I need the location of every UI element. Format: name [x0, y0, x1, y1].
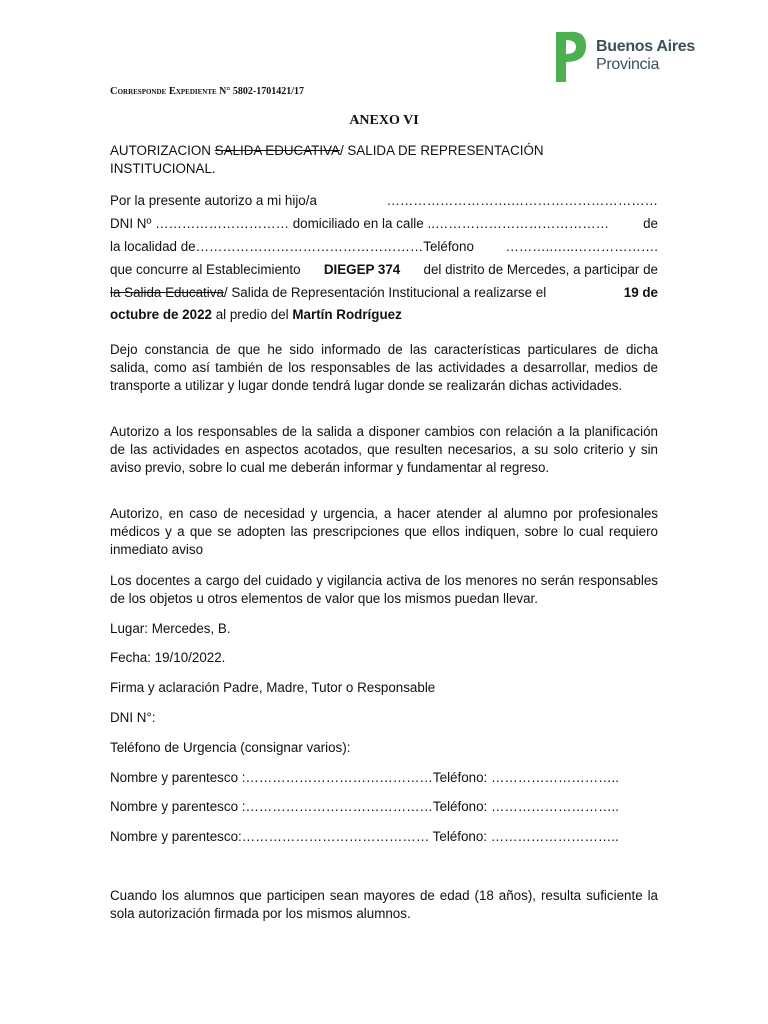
- localidad-label: la localidad de: [110, 239, 196, 254]
- localidad-blank: ……………………………………………: [195, 239, 424, 254]
- title-word1: AUTORIZACION: [110, 143, 211, 158]
- concurre-pre: que concurre al Establecimiento: [110, 262, 301, 277]
- title-rest: / SALIDA DE REPRESENTACIÓN: [339, 143, 544, 158]
- dni-blank: …………………………: [155, 216, 289, 231]
- dni-firma-line: DNI N°:: [110, 710, 156, 725]
- establecimiento-name: DIEGEP 374: [323, 262, 401, 277]
- dni-domicilio-line: [110, 216, 658, 234]
- salida-line: [110, 285, 658, 303]
- provincia-logo-icon: [552, 28, 592, 84]
- predio-line: [110, 307, 658, 325]
- domicilio-label: domiciliado en la calle: [292, 216, 424, 231]
- paragraph-cambios: Autorizo a los responsables de la salida a disponer cambios con relación a la planificación de las actividades en aspectos acotados, que resulten necesarios, a su solo criterio y sin aviso previo, sobre lo cual me deberán informar y fundamentar al regreso.: [110, 424, 658, 475]
- contact-line-2: Nombre y parentesco :……………………………………Teléfono: ………………………..: [110, 799, 619, 814]
- telefono-label: Teléfono: [423, 239, 474, 254]
- logo-line2: Provincia: [596, 56, 660, 73]
- title-line2: INSTITUCIONAL.: [110, 161, 216, 176]
- fecha-bold2: octubre de 2022: [110, 307, 212, 322]
- fecha-bold1: 19 de: [623, 285, 658, 300]
- contact-line-3: Nombre y parentesco:…………………………………… Teléfono: ………………………..: [110, 829, 619, 844]
- fecha-line: Fecha: 19/10/2022.: [110, 650, 226, 665]
- anexo-heading: ANEXO VI: [349, 113, 419, 128]
- logo-line1: Buenos Aires: [596, 38, 695, 55]
- dni-label: DNI Nº: [110, 216, 152, 231]
- paragraph-constancia: Dejo constancia de que he sido informado de las características particulares de dicha salida, como así también de los responsables de las actividades a desarrollar, medios de transporte a utilizar y lugar donde tendrá lugar donde se realizarán dichas actividades.: [110, 342, 658, 393]
- concurre-post: del distrito de Mercedes, a participar de: [423, 262, 658, 277]
- paragraph-responsabilidad: Los docentes a cargo del cuidado y vigilancia activa de los menores no serán responsables de los objetos u otros elementos de valor que los mismos puedan llevar.: [110, 573, 658, 606]
- domicilio-blank: ..…………………………………: [427, 216, 609, 231]
- expediente-reference: [110, 86, 304, 97]
- predio-name: Martín Rodríguez: [292, 307, 402, 322]
- paragraph-urgencia: Autorizo, en caso de necesidad y urgencia, a hacer atender al alumno por profesionales médicos y a que se adopten las prescripciones que ellos indiquen, sobre lo cual requiero inmediato aviso: [110, 506, 658, 557]
- telefono-blank: ………..…..……………….: [505, 239, 658, 254]
- footer-note: Cuando los alumnos que participen sean mayores de edad (18 años), resulta suficiente la sola autorización firmada por los mismos alumnos.: [110, 888, 658, 921]
- document-title: [110, 142, 658, 178]
- contact-line-1: Nombre y parentesco :……………………………………Teléfono: ………………………..: [110, 770, 619, 785]
- title-struck: SALIDA EDUCATIVA: [214, 143, 340, 158]
- salida-struck: la Salida Educativa: [110, 285, 224, 300]
- hijo-blank: ……………………….……………………………: [386, 193, 658, 208]
- expediente-label: Corresponde Expediente: [110, 86, 217, 97]
- establecimiento-line: [110, 262, 658, 280]
- lugar-line: Lugar: Mercedes, B.: [110, 621, 231, 636]
- hijo-line: [110, 193, 658, 211]
- expediente-number: N° 5802-1701421/17: [219, 86, 305, 97]
- de-label: de: [643, 216, 658, 231]
- salida-rest: / Salida de Representación Institucional a realizarse el: [223, 285, 547, 300]
- hijo-label: Por la presente autorizo a mi hijo/a: [110, 193, 317, 208]
- firma-line: Firma y aclaración Padre, Madre, Tutor o Responsable: [110, 680, 436, 695]
- telefono-urgencia-line: Teléfono de Urgencia (consignar varios):: [110, 740, 351, 755]
- buenos-aires-provincia-logo: [552, 28, 695, 88]
- localidad-line: [110, 239, 658, 257]
- predio-text: al predio del: [215, 307, 289, 322]
